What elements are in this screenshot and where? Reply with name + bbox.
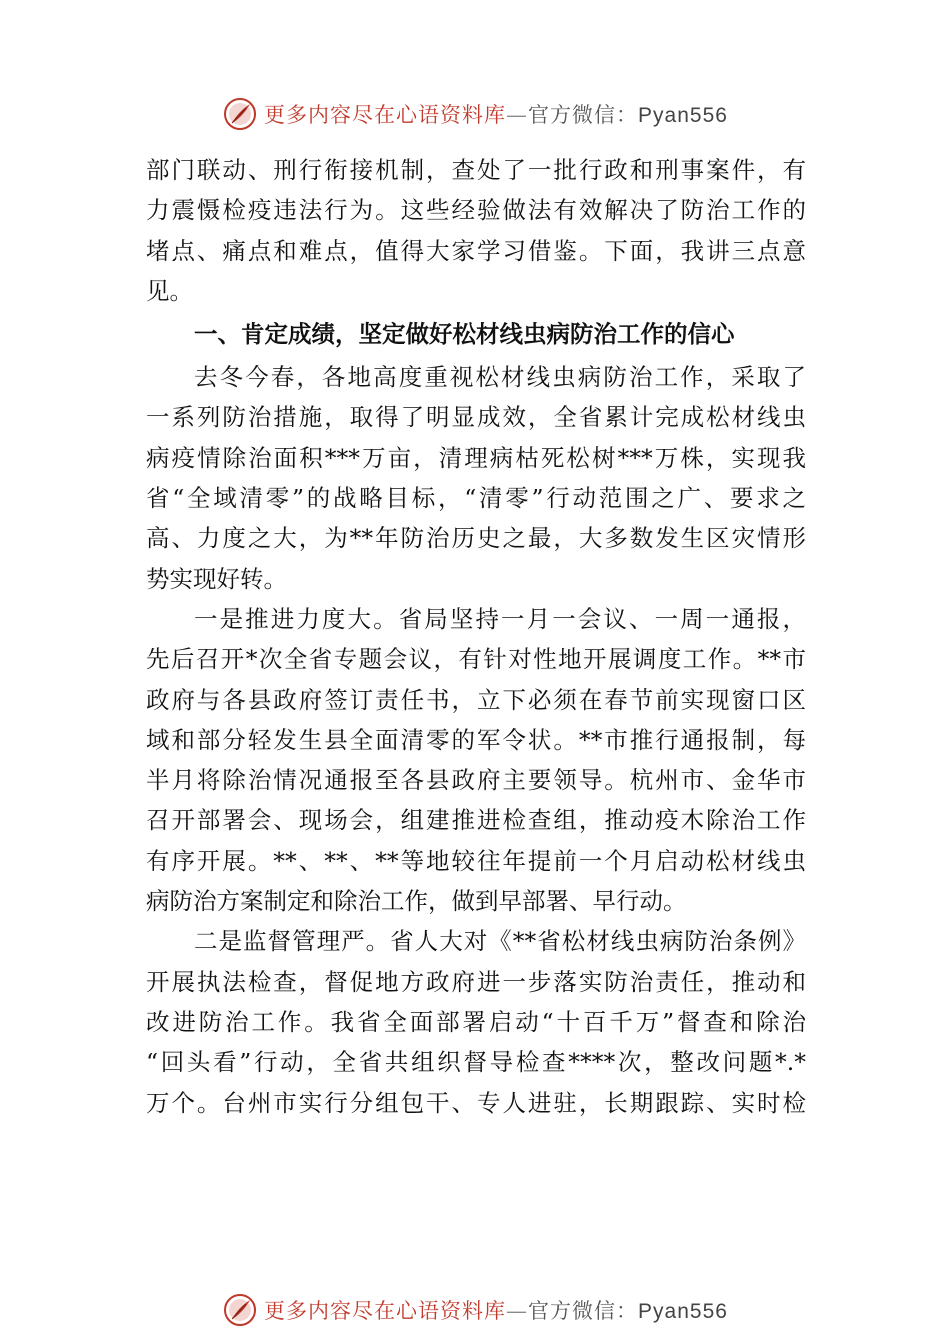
watermark-dash: —	[506, 1299, 529, 1323]
watermark-brand: 更多内容尽在心语资料库	[264, 103, 507, 127]
text-line: 二是监督管理严。省人大对《**省松材线虫病防治条例》	[194, 927, 806, 956]
document-body	[146, 150, 806, 1123]
text-line: 政府与各县政府签订责任书，立下必须在春节前实现窗口区	[146, 685, 806, 714]
watermark-brand: 更多内容尽在心语资料库	[264, 1299, 507, 1323]
text-line: 召开部署会、现场会，组建推进检查组，推动疫木除治工作	[146, 806, 806, 835]
text-line: 先后召开*次全省专题会议，有针对性地开展调度工作。**市	[146, 645, 806, 674]
footer-watermark	[0, 1290, 950, 1330]
text-line: 开展执法检查，督促地方政府进一步落实防治责任，推动和	[146, 967, 806, 996]
text-line: 域和部分轻发生县全面清零的军令状。**市推行通报制，每	[146, 725, 806, 754]
text-line: 省“全域清零”的战略目标，“清零”行动范围之广、要求之	[146, 484, 806, 513]
section-heading: 一、肯定成绩，坚定做好松材线虫病防治工作的信心	[194, 320, 735, 349]
paragraph-achievements	[146, 357, 806, 599]
watermark-text	[264, 99, 728, 129]
paragraph-continuation	[146, 150, 806, 311]
text-line: 堵点、痛点和难点，值得大家学习借鉴。下面，我讲三点意	[146, 236, 806, 265]
header-watermark	[0, 94, 950, 134]
text-line: 有序开展。**、**、**等地较往年提前一个月启动松材线虫	[146, 846, 806, 875]
text-line: 改进防治工作。我省全面部署启动“十百千万”督查和除治	[146, 1007, 806, 1036]
feather-pen-icon	[222, 1292, 258, 1328]
text-line: 力震慑检疫违法行为。这些经验做法有效解决了防治工作的	[146, 196, 806, 225]
text-line: 势实现好转。	[146, 564, 287, 593]
text-line: 部门联动、刑行衔接机制，查处了一批行政和刑事案件，有	[146, 156, 806, 184]
paragraph-promotion	[146, 599, 806, 921]
text-line: 万个。台州市实行分组包干、专人进驻，长期跟踪、实时检	[146, 1088, 806, 1117]
text-line: 一是推进力度大。省局坚持一月一会议、一周一通报，	[194, 604, 806, 633]
text-line: 病疫情除治面积***万亩，清理病枯死松树***万株，实现我	[146, 443, 806, 472]
text-line: 见。	[146, 276, 193, 305]
text-line: 高、力度之大，为**年防治历史之最，大多数发生区灾情形	[146, 524, 806, 553]
watermark-contact-id: Pyan556	[638, 1300, 728, 1323]
text-line: 半月将除治情况通报至各县政府主要领导。杭州市、金华市	[146, 766, 806, 795]
text-line: 去冬今春，各地高度重视松材线虫病防治工作，采取了	[194, 363, 806, 392]
paragraph-supervision	[146, 921, 806, 1122]
watermark-dash: —	[506, 103, 529, 127]
feather-pen-icon	[222, 96, 258, 132]
watermark-contact-label: 官方微信：	[528, 1299, 639, 1323]
text-line: 一系列防治措施，取得了明显成效，全省累计完成松材线虫	[146, 403, 806, 432]
text-line: “回头看”行动，全省共组织督导检查****次，整改问题*.*	[146, 1048, 806, 1077]
text-line: 病防治方案制定和除治工作，做到早部署、早行动。	[146, 887, 687, 916]
watermark-contact-label: 官方微信：	[528, 103, 639, 127]
watermark-text	[264, 1295, 728, 1325]
watermark-contact-id: Pyan556	[638, 104, 728, 127]
